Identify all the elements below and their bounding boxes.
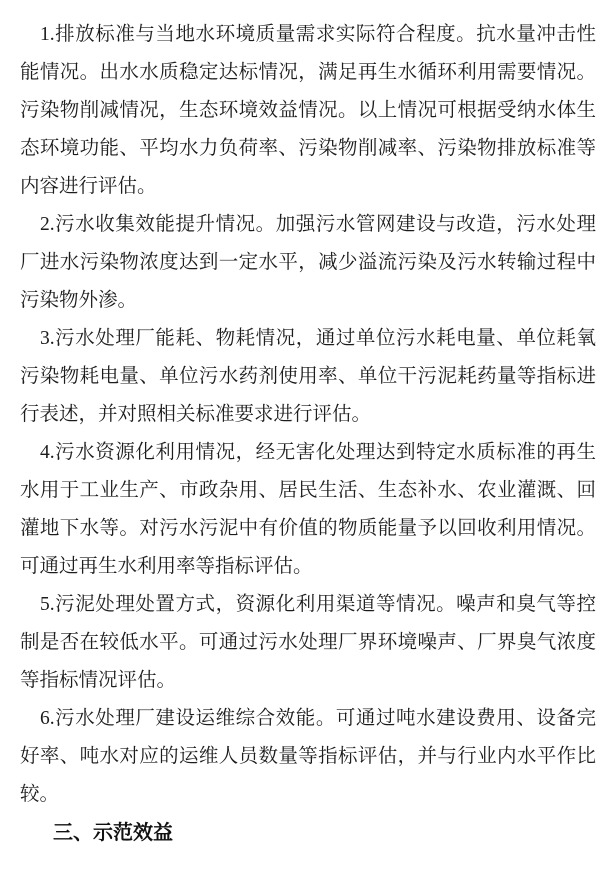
paragraph-6: 6.污水处理厂建设运维综合效能。可通过吨水建设费用、设备完好率、吨水对应的运维人员数量等指标评估，并与行业内水平作比较。 [20,708,596,805]
section-heading: 三、示范效益 [53,822,173,844]
paragraph-1: 1.排放标准与当地水环境质量需求实际符合程度。抗水量冲击性能情况。出水水质稳定达标情况，满足再生水循环利用需要情况。污染物削减情况，生态环境效益情况。以上情况可根据受纳水体生态环境功能、平均水力负荷率、污染物削减率、污染物排放标准等内容进行评估。 [20,24,596,197]
paragraph-2: 2.污水收集效能提升情况。加强污水管网建设与改造，污水处理厂进水污染物浓度达到一定水平，减少溢流污染及污水转输过程中污染物外渗。 [20,214,596,311]
paragraph-5: 5.污泥处理处置方式，资源化利用渠道等情况。噪声和臭气等控制是否在较低水平。可通过污水处理厂界环境噪声、厂界臭气浓度等指标情况评估。 [20,594,596,691]
paragraph-3: 3.污水处理厂能耗、物耗情况，通过单位污水耗电量、单位耗氧污染物耗电量、单位污水药剂使用率、单位干污泥耗药量等指标进行表述，并对照相关标准要求进行评估。 [20,328,596,425]
paragraph-4: 4.污水资源化利用情况，经无害化处理达到特定水质标准的再生水用于工业生产、市政杂用、居民生活、生态补水、农业灌溉、回灌地下水等。对污水污泥中有价值的物质能量予以回收利用情况。可通过再生水利用率等指标评估。 [20,442,596,577]
